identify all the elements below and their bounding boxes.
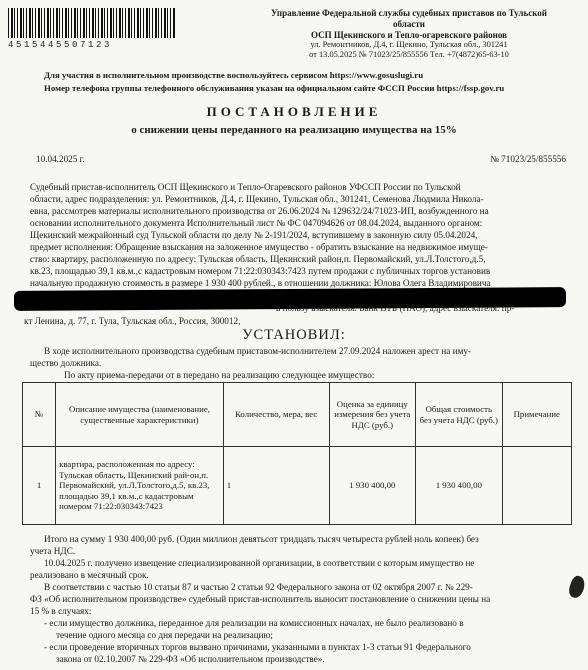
intro-line-6: предмет исполнения: Обращение взыскания на заложенное имущество - обратить взыскание на недвижимое имуще- [30, 242, 488, 252]
document-subtitle: о снижении цены переданного на реализацию имущества на 15% [131, 124, 457, 136]
intro-line-9: начальную продажную стоимость в размере 1 930 400 рублей., в отношении должника: Юлова Олега Владимировича [30, 278, 491, 288]
body-line-12: течение одного месяца со дня передачи на реализацию; [56, 630, 273, 640]
body-line-14: закона от 02.10.2007 № 229-ФЗ «Об исполнительном производстве». [56, 654, 325, 664]
intro-line-10: в пользу взыскателя: Банк ВТБ (ПАО), адрес взыскателя: пр- [276, 303, 515, 313]
phone-notice: Номер телефона группы телефонного обслуживания указан на официальном сайте ФССП России https://fssp.gov.ru [44, 83, 505, 93]
table-row [23, 447, 572, 525]
body-line-9: ФЗ «Об исполнительном производстве» судебный пристав-исполнитель выносит постановление о снижении цены на [30, 594, 491, 604]
body-line-2: щество должника. [30, 358, 102, 368]
col-header-unit-price: Оценка за единицу измерения без учета НДС (руб.) [329, 383, 416, 447]
col-header-total: Общая стоимость без учета НДС (руб.) [416, 383, 503, 447]
row-total: 1 930 400,00 [416, 447, 503, 525]
document-header [244, 8, 574, 61]
body-line-1: В ходе исполнительного производства судебным приставом-исполнителем 27.09.2024 наложен арест на иму- [44, 346, 472, 356]
body-line-8: В соответствии с частью 10 статьи 87 и частью 2 статьи 92 Федерального закона от 02 октября 2007 г. № 229- [44, 582, 473, 592]
agency-name: Управление Федеральной службы судебных приставов по Тульской [271, 8, 547, 18]
body-line-13: - если проведение вторичных торгов вызвано причинами, указанными в пунктах 1-3 статьи 91 Федерального [44, 642, 471, 652]
department-contacts: от 13.05.2025 № 71023/25/855556 Тел. +7(4872)65-63-10 [309, 50, 509, 60]
property-table [22, 382, 572, 525]
intro-line-5: Щекинский межрайонный суд Тульской области по делу № 2-191/2024, вступившему в законную силу 05.04.2024, [30, 230, 478, 240]
body-line-10: 15 % в случаях: [30, 606, 92, 616]
intro-line-3: евна, рассмотрев материалы исполнительного производства от 26.06.2024 № 129632/24/71023-ИП, возбужденного на [30, 206, 489, 216]
col-header-num: № [23, 383, 56, 447]
section-heading-ustanovil: УСТАНОВИЛ: [242, 327, 346, 343]
intro-line-1: Судебный пристав-исполнитель ОСП Щекинского и Тепло-Огаревского районов УФССП России по Тульской [30, 182, 461, 192]
gosuslugi-notice: Для участия в исполнительном производстве воспользуйтесь сервисом https://www.gosuslugi.ru [44, 70, 424, 80]
body-line-11: - если имущество должника, переданное для реализации на комиссионных началах, не было реализовано в [44, 618, 464, 628]
row-unit-price: 1 930 400,00 [329, 447, 416, 525]
row-quantity: 1 [223, 447, 329, 525]
department-address: ул. Ремонтников, Д.4, г. Щекино, Тульская обл., 301241 [310, 40, 508, 50]
body-line-6: 10.04.2025 г. получено извещение специализированной организации, в соответствии с которым имущество не [44, 558, 475, 568]
body-line-4: Итого на сумму 1 930 400,00 руб. (Один миллион девятьсот тридцать тысяч четыреста рублей ноль копеек) без [44, 534, 479, 544]
document-number: № 71023/25/855556 [490, 154, 566, 164]
row-num: 1 [23, 447, 56, 525]
intro-line-4: основании исполнительного документа Исполнительный лист № ФС 047094626 от 08.04.2024, выданного органом: [30, 218, 483, 228]
barcode-number: 4515445507123 [8, 40, 113, 50]
document-title: ПОСТАНОВЛЕНИЕ [206, 104, 382, 119]
intro-line-2: области, адрес подразделения: ул. Ремонтников, Д.4, г. Щекино, Тульская обл., 301241, Семенова Людмила Никола- [30, 194, 484, 204]
intro-line-11: кт Ленина, д. 77, г. Тула, Тульская обл., Россия, 300012, [24, 316, 241, 326]
document-date: 10.04.2025 г. [36, 154, 85, 164]
body-line-3: По акту приема-передачи от в передано на реализацию следующее имущество: [64, 370, 375, 380]
col-header-quantity: Количество, мера, вес [223, 383, 329, 447]
col-header-note: Примечание [502, 383, 571, 447]
col-header-description: Описание имущества (наименование, существенные характеристики) [56, 383, 224, 447]
intro-line-7: ство: квартиру, расположенную по адресу: Тульская область, Щекинский район,п. Первомайский, ул.Л.Толстого,д.5, [30, 254, 486, 264]
barcode [8, 8, 176, 38]
intro-line-8: кв.23, площадью 39,1 кв.м.,с кадастровым номером 71:22:030343:7423 путем продажи с публичных торгов установив [30, 266, 491, 276]
department-name: ОСП Щекинского и Тепло-огаревского районов [310, 29, 508, 40]
row-note [502, 447, 571, 525]
agency-name-2: области [393, 18, 425, 29]
body-line-7: реализовано в месячный срок. [30, 570, 149, 580]
row-description: квартира, расположенная по адресу: Тульская область, Щекинский рай-он,п. Первомайский, ул.Л.Толстого,д.5, кв.23, площадью 39,1 кв.м.,с кадастровым номером 71:22:030343:7423 [56, 447, 224, 525]
body-line-5: учета НДС. [30, 546, 76, 556]
